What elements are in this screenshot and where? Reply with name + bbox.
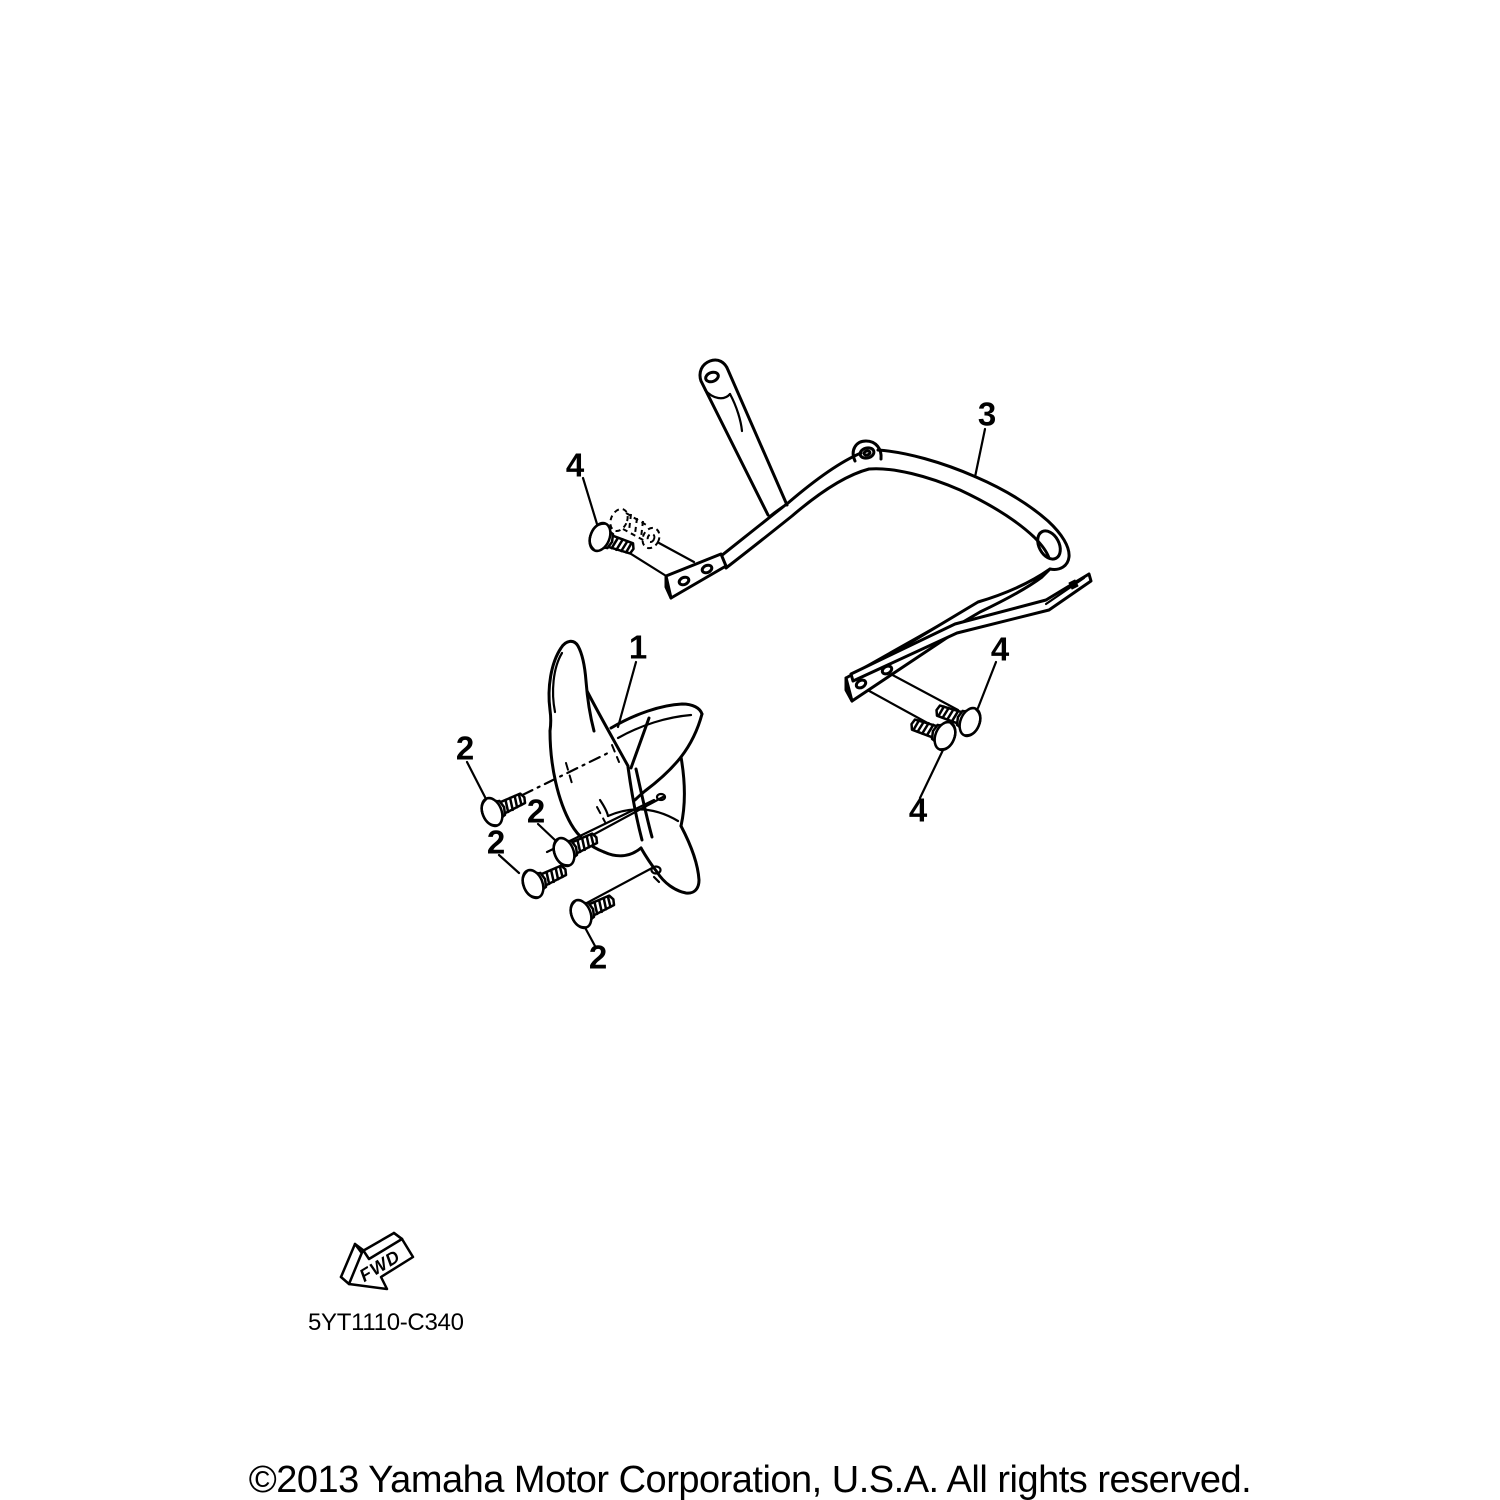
upper-mounting-plate [666, 554, 726, 598]
copyright-text: ©2013 Yamaha Motor Corporation, U.S.A. All rights reserved. [248, 1459, 1252, 1500]
callout-part-2: 2 [486, 823, 506, 861]
callout-part-4: 4 [990, 630, 1010, 668]
guard-bolt [567, 887, 620, 931]
leader-callout-3 [975, 429, 985, 477]
callout-part-2: 2 [526, 792, 546, 830]
callout-part-4: 4 [908, 791, 928, 829]
fwd-arrow-label: FWD [355, 1245, 404, 1286]
callout-part-2: 2 [455, 729, 475, 767]
leader-callout-2a [467, 762, 486, 799]
bracket-illustration [666, 360, 1091, 701]
leader-callout-4b [978, 662, 996, 708]
callout-part-3: 3 [977, 395, 997, 433]
projection-line [887, 672, 958, 710]
guard-fin [641, 826, 699, 893]
bolt-illustrations [478, 506, 984, 931]
callout-part-2: 2 [588, 938, 608, 976]
projection-line [862, 687, 933, 726]
arm-hole [704, 371, 719, 384]
tube-top-edge [721, 453, 861, 556]
diagram-code: 5YT1110-C340 [308, 1309, 464, 1336]
guard-bolt [478, 785, 531, 829]
pointed-blade [851, 574, 1091, 681]
guard-left-horn [549, 641, 594, 731]
leader-callout-4a [583, 478, 597, 524]
projection-line [659, 543, 694, 562]
projection-line [583, 867, 654, 905]
callout-part-1: 1 [628, 628, 648, 666]
fwd-arrow [341, 1233, 413, 1289]
callout-part-4: 4 [565, 446, 585, 484]
leader-lines [467, 429, 996, 946]
bracket-upper-arm [700, 360, 787, 515]
tube-bottom-edge [726, 469, 1049, 568]
